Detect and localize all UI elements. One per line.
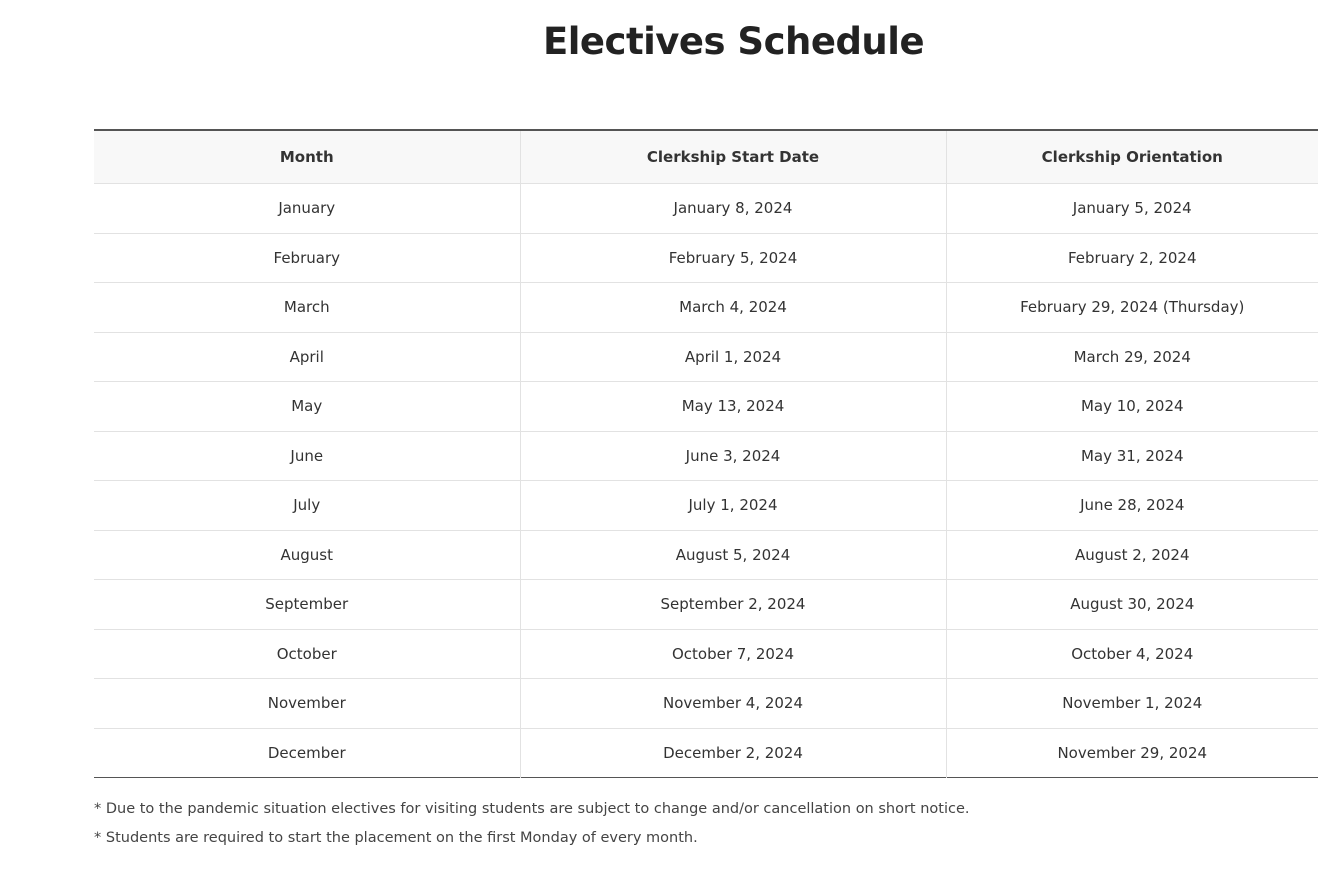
start-date-cell: June 3, 2024	[520, 431, 946, 481]
start-date-cell: August 5, 2024	[520, 530, 946, 580]
column-header-clerkship-start-date: Clerkship Start Date	[520, 130, 946, 184]
orientation-cell: August 30, 2024	[946, 580, 1318, 630]
orientation-cell: May 10, 2024	[946, 382, 1318, 432]
table-row	[94, 530, 1318, 580]
month-cell: December	[267, 743, 346, 762]
footnotes	[94, 800, 1194, 858]
orientation-cell: June 28, 2024	[946, 481, 1318, 531]
column-header-clerkship-orientation: Clerkship Orientation	[946, 130, 1318, 184]
month-cell: February	[94, 233, 520, 283]
table-row	[94, 679, 1318, 729]
orientation-cell: October 4, 2024	[946, 629, 1318, 679]
start-date-cell: July 1, 2024	[520, 481, 946, 531]
month-cell: November	[94, 679, 520, 729]
table-header-row	[94, 130, 1318, 184]
page-title: Electives Schedule	[542, 20, 925, 63]
electives-schedule-table	[94, 129, 1318, 778]
table-row	[94, 481, 1318, 531]
orientation-cell: February 29, 2024 (Thursday)	[946, 283, 1318, 333]
start-date-cell: September 2, 2024	[520, 580, 946, 630]
month-cell: April	[94, 332, 520, 382]
table-body	[94, 184, 1318, 778]
orientation-cell: May 31, 2024	[946, 431, 1318, 481]
start-date-cell: November 4, 2024	[520, 679, 946, 729]
start-date-cell: October 7, 2024	[520, 629, 946, 679]
orientation-cell: August 2, 2024	[946, 530, 1318, 580]
start-date-cell: May 13, 2024	[520, 382, 946, 432]
start-date-cell: February 5, 2024	[520, 233, 946, 283]
month-cell: August	[94, 530, 520, 580]
month-cell: September	[94, 580, 520, 630]
orientation-cell: March 29, 2024	[946, 332, 1318, 382]
orientation-cell: January 5, 2024	[946, 184, 1318, 234]
table-row	[94, 233, 1318, 283]
start-date-cell: December 2, 2024	[520, 728, 946, 778]
orientation-cell: February 2, 2024	[946, 233, 1318, 283]
table-row	[94, 580, 1318, 630]
table-row	[94, 382, 1318, 432]
month-cell: January	[94, 184, 520, 234]
table-row	[94, 629, 1318, 679]
footnote-start-monday: * Students are required to start the placement on the first Monday of every month.	[94, 830, 698, 846]
month-cell: May	[94, 382, 520, 432]
footnote-pandemic: * Due to the pandemic situation electives for visiting students are subject to change and/or cancellation on short notice.	[94, 801, 970, 817]
month-cell: June	[94, 431, 520, 481]
table-row	[94, 728, 1318, 778]
month-cell: July	[94, 481, 520, 531]
table-row	[94, 184, 1318, 234]
table-row	[94, 283, 1318, 333]
start-date-cell: March 4, 2024	[520, 283, 946, 333]
column-header-month: Month	[94, 130, 520, 184]
orientation-cell: November 1, 2024	[946, 679, 1318, 729]
table-row	[94, 431, 1318, 481]
orientation-cell: November 29, 2024	[946, 728, 1318, 778]
month-cell: March	[94, 283, 520, 333]
start-date-cell: April 1, 2024	[520, 332, 946, 382]
table-header	[94, 130, 1318, 184]
table-row	[94, 332, 1318, 382]
start-date-cell: January 8, 2024	[520, 184, 946, 234]
month-cell: October	[94, 629, 520, 679]
